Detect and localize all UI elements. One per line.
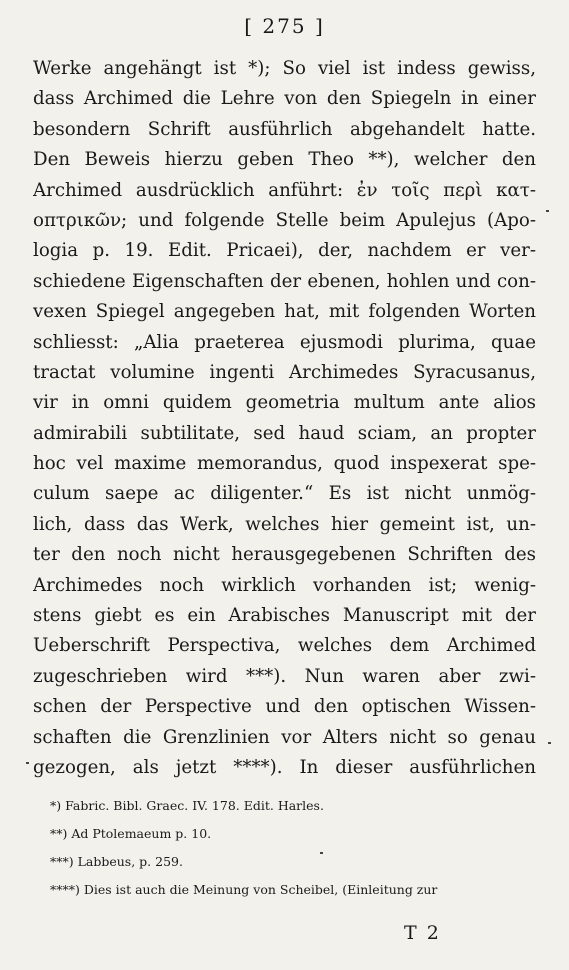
- text-line: schen der Perspective und den optischen Wissen-: [33, 696, 536, 718]
- footnote: **) Ad Ptolemaeum p. 10.: [50, 826, 212, 841]
- text-line: hoc vel maxime memorandus, quod inspexerat spe-: [33, 453, 536, 475]
- footnote: ****) Dies ist auch die Meinung von Scheibel, (Einleitung zur: [50, 882, 438, 897]
- text-line: logia p. 19. Edit. Pricaei), der, nachdem er ver-: [33, 240, 536, 262]
- text-line: vexen Spiegel angegeben hat, mit folgenden Worten: [33, 301, 536, 323]
- footnote: *) Fabric. Bibl. Graec. IV. 178. Edit. Harles.: [50, 798, 324, 813]
- text-line: admirabili subtilitate, sed haud sciam, an propter: [33, 422, 536, 444]
- footnotes: [50, 792, 536, 904]
- text-line: ter den noch nicht herausgegebenen Schriften des: [33, 544, 536, 566]
- text-line: Archimed ausdrücklich anführt: ἐν τοῖς περὶ κατ-: [33, 179, 536, 201]
- ink-speck: [548, 742, 551, 744]
- signature-mark: T 2: [404, 922, 441, 944]
- text-line: Ueberschrift Perspectiva, welches dem Archimed: [33, 635, 536, 657]
- text-line: Den Beweis hierzu geben Theo **), welcher den: [33, 149, 536, 171]
- text-line: dass Archimed die Lehre von den Spiegeln in einer: [33, 88, 536, 110]
- text-line: culum saepe ac diligenter.“ Es ist nicht unmög-: [33, 483, 536, 505]
- text-line: lich, dass das Werk, welches hier gemeint ist, un-: [33, 513, 536, 535]
- text-line: Archimedes noch wirklich vorhanden ist; wenig-: [33, 574, 536, 596]
- text-line: zugeschrieben wird ***). Nun waren aber zwi-: [33, 665, 536, 687]
- text-line: besondern Schrift ausführlich abgehandelt hatte.: [33, 118, 536, 140]
- ink-speck: [320, 852, 323, 854]
- text-line: Werke angehängt ist *); So viel ist indess gewiss,: [33, 58, 536, 79]
- ink-speck: [26, 762, 29, 764]
- main-text: [33, 54, 536, 783]
- text-line: vir in omni quidem geometria multum ante alios: [33, 392, 536, 414]
- page-number: [ 275 ]: [244, 14, 325, 38]
- text-line: schaften die Grenzlinien vor Alters nicht so genau: [33, 726, 536, 748]
- text-line: schiedene Eigenschaften der ebenen, hohlen und con-: [33, 270, 536, 292]
- ink-speck: [546, 210, 549, 212]
- text-line: tractat volumine ingenti Archimedes Syracusanus,: [33, 361, 536, 383]
- text-line: οπτρικῶν; und folgende Stelle beim Apulejus (Apo-: [33, 209, 536, 231]
- text-line: stens giebt es ein Arabisches Manuscript mit der: [33, 605, 536, 627]
- text-line: schliesst: „Alia praeterea ejusmodi plurima, quae: [33, 331, 536, 353]
- footnote: ***) Labbeus, p. 259.: [50, 854, 183, 869]
- text-line: gezogen, als jetzt ****). In dieser ausführlichen: [33, 756, 536, 778]
